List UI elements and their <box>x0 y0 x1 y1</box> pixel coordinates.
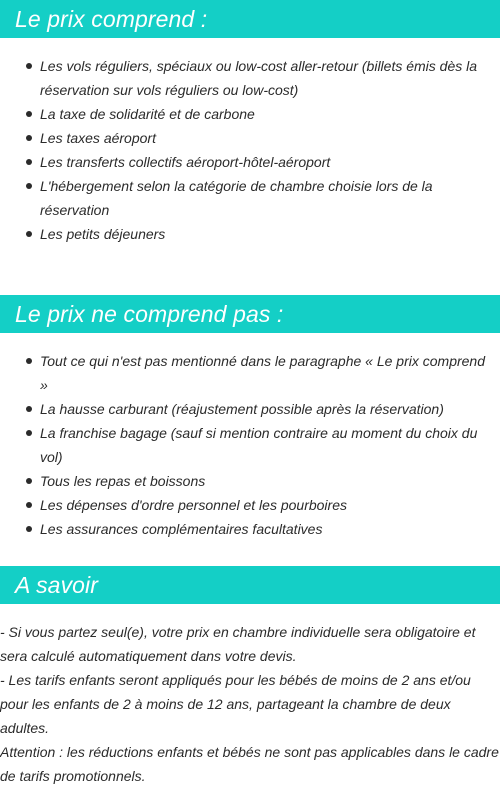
list-item: L'hébergement selon la catégorie de chambre choisie lors de la réservation <box>40 174 494 222</box>
good-to-know-text <box>0 620 500 788</box>
list-item: La franchise bagage (sauf si mention contraire au moment du choix du vol) <box>40 421 494 469</box>
included-list <box>0 54 500 246</box>
list-item: Tous les repas et boissons <box>40 469 494 493</box>
not-included-list <box>0 349 500 541</box>
section-title-good-to-know: A savoir <box>0 566 500 604</box>
list-item: Tout ce qui n'est pas mentionné dans le paragraphe « Le prix comprend » <box>40 349 494 397</box>
paragraph: Attention : les réductions enfants et bébés ne sont pas applicables dans le cadre de tarifs promotionnels. <box>0 744 499 784</box>
list-item: Les taxes aéroport <box>40 126 494 150</box>
section-title-not-included: Le prix ne comprend pas : <box>0 295 500 333</box>
paragraph: - Si vous partez seul(e), votre prix en chambre individuelle sera obligatoire et sera calculé automatiquement dans votre devis. <box>0 624 476 664</box>
list-item: Les assurances complémentaires facultatives <box>40 517 494 541</box>
list-item: Les vols réguliers, spéciaux ou low-cost aller-retour (billets émis dès la réservation sur vols réguliers ou low-cost) <box>40 54 494 102</box>
list-item: La hausse carburant (réajustement possible après la réservation) <box>40 397 494 421</box>
list-item: Les petits déjeuners <box>40 222 494 246</box>
list-item: La taxe de solidarité et de carbone <box>40 102 494 126</box>
list-item: Les dépenses d'ordre personnel et les pourboires <box>40 493 494 517</box>
list-item: Les transferts collectifs aéroport-hôtel-aéroport <box>40 150 494 174</box>
paragraph: - Les tarifs enfants seront appliqués pour les bébés de moins de 2 ans et/ou pour les enfants de 2 à moins de 12 ans, partageant la chambre de deux adultes. <box>0 672 471 736</box>
section-title-included: Le prix comprend : <box>0 0 500 38</box>
